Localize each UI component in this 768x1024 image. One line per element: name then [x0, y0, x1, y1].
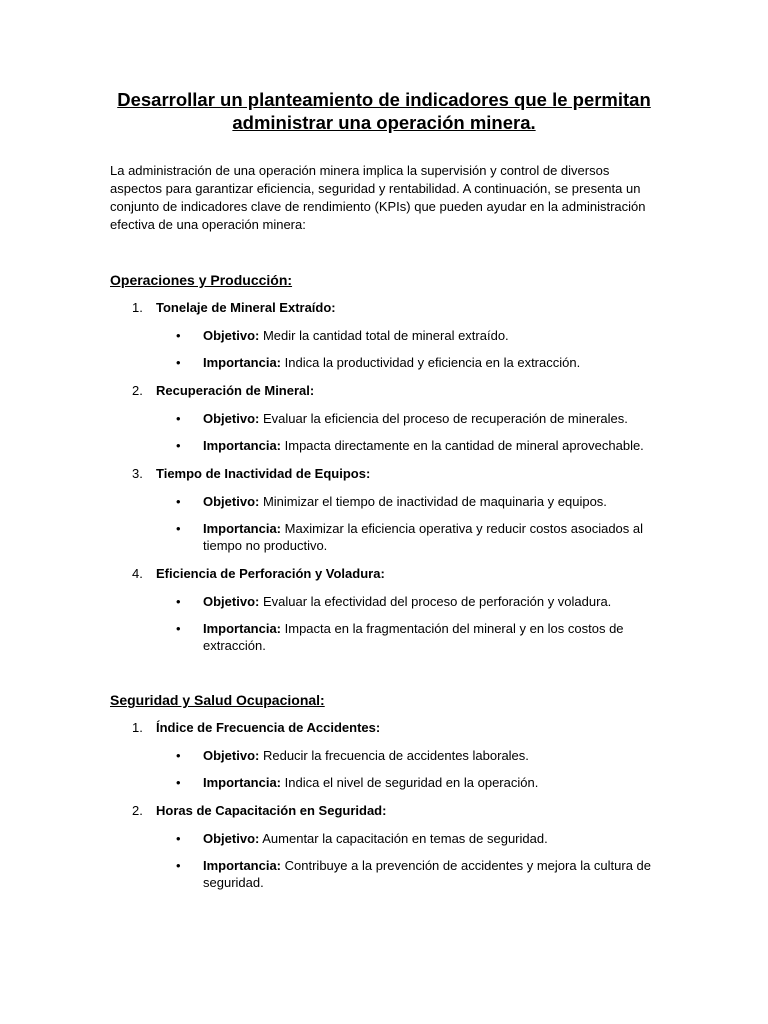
importance-text: Impacta directamente en la cantidad de mineral aprovechable. — [284, 438, 644, 453]
document-title: Desarrollar un planteamiento de indicadores que le permitan administrar una operación minera. — [117, 89, 651, 133]
importance-label: Importancia: — [203, 521, 282, 536]
indicator-number: 2. — [132, 803, 143, 818]
section-operaciones — [110, 271, 658, 654]
bullet-dot-icon: • — [176, 748, 181, 763]
indicator-item — [110, 720, 658, 791]
importance-text: Contribuye a la prevención de accidentes y mejora la cultura de seguridad. — [203, 858, 652, 890]
indicator-title: Tonelaje de Mineral Extraído: — [156, 300, 336, 315]
bullet-dot-icon: • — [176, 438, 181, 453]
section-seguridad — [110, 691, 658, 891]
indicator-number: 2. — [132, 383, 143, 398]
objective-bullet — [110, 327, 658, 344]
objective-bullet — [110, 593, 658, 610]
indicator-heading — [110, 803, 658, 819]
importance-label: Importancia: — [203, 438, 282, 453]
bullet-dot-icon: • — [176, 775, 181, 790]
bullet-dot-icon: • — [176, 411, 181, 426]
bullet-dot-icon: • — [176, 858, 181, 873]
indicator-heading — [110, 466, 658, 482]
indicator-title: Índice de Frecuencia de Accidentes: — [156, 720, 381, 735]
importance-label: Importancia: — [203, 621, 282, 636]
indicator-item — [110, 466, 658, 554]
section-heading: Operaciones y Producción: — [110, 272, 293, 288]
indicator-number: 4. — [132, 566, 143, 581]
indicator-bullets — [110, 493, 658, 554]
importance-bullet — [110, 354, 658, 371]
objective-text: Medir la cantidad total de mineral extraído. — [262, 328, 509, 343]
indicator-list — [110, 720, 658, 891]
bullet-dot-icon: • — [176, 594, 181, 609]
objective-label: Objetivo: — [203, 411, 260, 426]
indicator-bullets — [110, 410, 658, 454]
intro-paragraph: La administración de una operación minera implica la supervisión y control de diversos aspectos para garantizar eficiencia, seguridad y rentabilidad. A continuación, se presenta un conjunto de indicadores clave de rendimiento (KPIs) que pueden ayudar en la administración efectiva de una operación minera: — [110, 163, 646, 232]
indicator-bullets — [110, 830, 658, 891]
bullet-dot-icon: • — [176, 355, 181, 370]
indicator-number: 1. — [132, 300, 143, 315]
objective-label: Objetivo: — [203, 494, 260, 509]
indicator-bullets — [110, 747, 658, 791]
importance-text: Indica el nivel de seguridad en la operación. — [284, 775, 539, 790]
importance-label: Importancia: — [203, 775, 282, 790]
objective-text: Reducir la frecuencia de accidentes laborales. — [262, 748, 529, 763]
objective-text: Aumentar la capacitación en temas de seguridad. — [262, 831, 548, 846]
bullet-dot-icon: • — [176, 621, 181, 636]
indicator-bullets — [110, 593, 658, 654]
indicator-item — [110, 566, 658, 654]
importance-bullet — [110, 857, 658, 891]
importance-label: Importancia: — [203, 858, 282, 873]
objective-bullet — [110, 830, 658, 847]
indicator-title: Recuperación de Mineral: — [156, 383, 315, 398]
bullet-dot-icon: • — [176, 328, 181, 343]
bullet-dot-icon: • — [176, 494, 181, 509]
indicator-heading — [110, 300, 658, 316]
indicator-list — [110, 300, 658, 654]
objective-label: Objetivo: — [203, 831, 260, 846]
objective-bullet — [110, 747, 658, 764]
importance-bullet — [110, 774, 658, 791]
objective-text: Minimizar el tiempo de inactividad de maquinaria y equipos. — [262, 494, 607, 509]
objective-text: Evaluar la efectividad del proceso de perforación y voladura. — [262, 594, 612, 609]
indicator-item — [110, 383, 658, 454]
importance-bullet — [110, 620, 658, 654]
importance-bullet — [110, 520, 658, 554]
indicator-item — [110, 803, 658, 891]
objective-label: Objetivo: — [203, 328, 260, 343]
importance-text: Impacta en la fragmentación del mineral y en los costos de extracción. — [203, 621, 624, 653]
importance-text: Indica la productividad y eficiencia en la extracción. — [284, 355, 581, 370]
objective-text: Evaluar la eficiencia del proceso de recuperación de minerales. — [262, 411, 628, 426]
bullet-dot-icon: • — [176, 521, 181, 536]
objective-label: Objetivo: — [203, 748, 260, 763]
indicator-number: 1. — [132, 720, 143, 735]
indicator-heading — [110, 383, 658, 399]
objective-bullet — [110, 493, 658, 510]
indicator-item — [110, 300, 658, 371]
importance-text: Maximizar la eficiencia operativa y reducir costos asociados al tiempo no productivo. — [203, 521, 644, 553]
indicator-title: Tiempo de Inactividad de Equipos: — [156, 466, 371, 481]
section-heading: Seguridad y Salud Ocupacional: — [110, 692, 325, 708]
bullet-dot-icon: • — [176, 831, 181, 846]
importance-bullet — [110, 437, 658, 454]
indicator-heading — [110, 566, 658, 582]
objective-bullet — [110, 410, 658, 427]
indicator-number: 3. — [132, 466, 143, 481]
importance-label: Importancia: — [203, 355, 282, 370]
indicator-heading — [110, 720, 658, 736]
objective-label: Objetivo: — [203, 594, 260, 609]
indicator-bullets — [110, 327, 658, 371]
indicator-title: Horas de Capacitación en Seguridad: — [156, 803, 387, 818]
indicator-title: Eficiencia de Perforación y Voladura: — [156, 566, 385, 581]
